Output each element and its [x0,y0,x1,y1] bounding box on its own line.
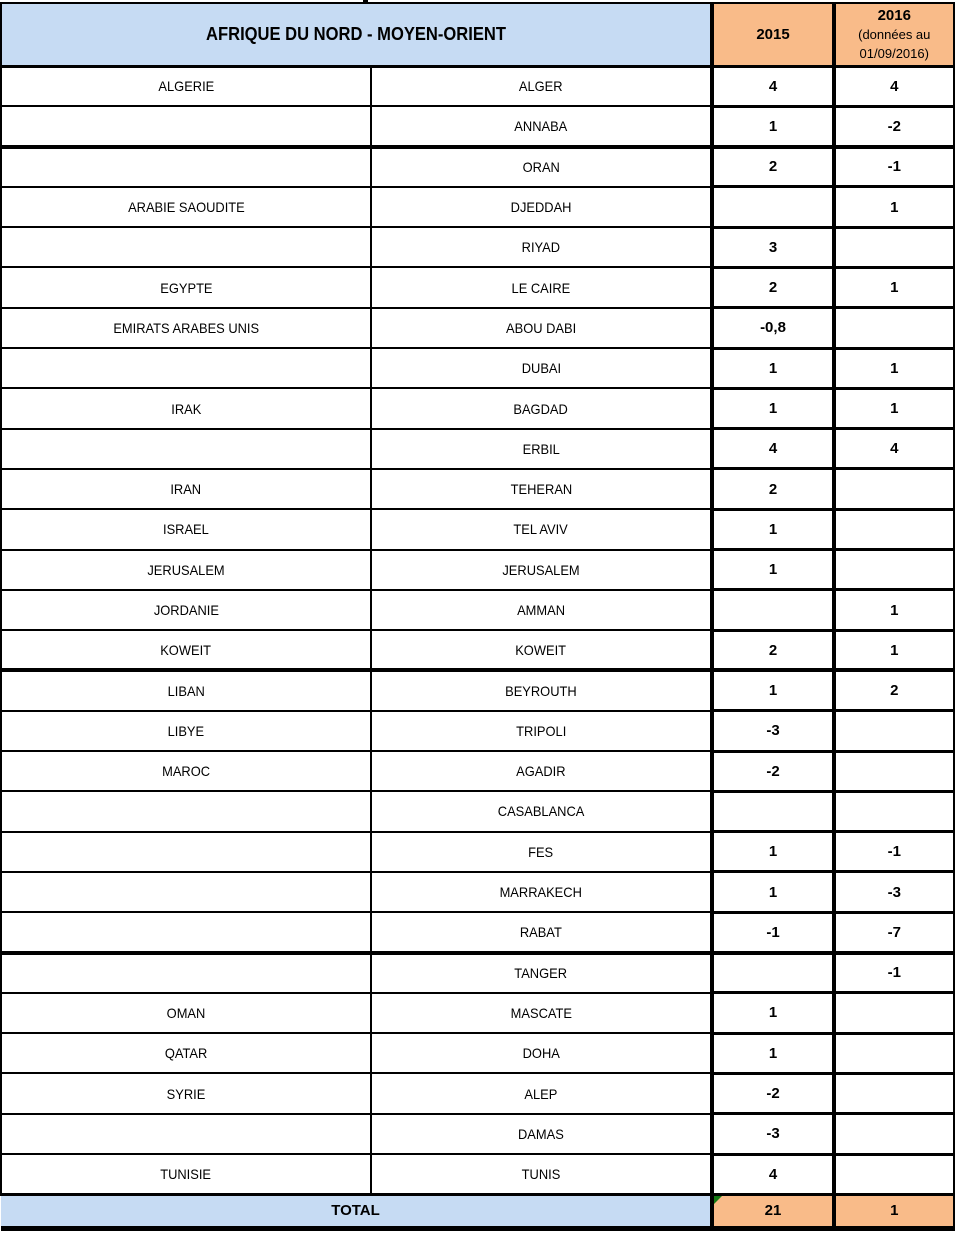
city-cell[interactable] [371,66,712,106]
country-cell[interactable] [1,670,371,710]
header-2016-note-line2: 01/09/2016) [859,45,929,61]
value-2016-cell[interactable]: -2 [834,106,954,146]
city-name: CASABLANCA [497,803,585,820]
value-2015-cell[interactable]: 1 [712,670,834,710]
region-title-cell[interactable] [1,3,712,66]
value-2016-cell[interactable] [834,509,954,549]
city-name: ORAN [522,159,560,176]
country-cell[interactable] [1,267,371,307]
country-cell[interactable] [1,751,371,791]
value-2016-cell[interactable]: 4 [834,66,954,106]
country-name: EMIRATS ARABES UNIS [113,319,259,336]
region-title: AFRIQUE DU NORD - MOYEN-ORIENT [206,23,506,44]
city-cell[interactable] [371,227,712,267]
country-cell[interactable] [1,711,371,751]
country-name: ARABIE SAOUDITE [127,199,245,216]
country-name: KOWEIT [160,641,212,658]
country-cell[interactable] [1,308,371,348]
country-cell[interactable] [1,872,371,912]
city-cell[interactable] [371,590,712,630]
city-name: BAGDAD [513,400,569,417]
table-header-section [1,3,954,66]
city-cell[interactable] [371,832,712,872]
value-2016-cell[interactable] [834,550,954,590]
city-cell[interactable] [371,267,712,307]
city-cell[interactable] [371,1114,712,1154]
value-2015-cell[interactable]: 1 [712,509,834,549]
city-name: RIYAD [521,239,561,256]
value-2015-cell[interactable]: 2 [712,147,834,187]
country-cell[interactable] [1,1033,371,1073]
table-row [1,590,954,630]
table-row [1,308,954,348]
city-name: MARRAKECH [499,884,583,901]
table-row [1,267,954,307]
city-name: TEL AVIV [513,521,569,538]
table-row [1,509,954,549]
value-2016-cell[interactable]: 1 [834,187,954,227]
table-row [1,872,954,912]
country-cell[interactable] [1,509,371,549]
city-cell[interactable] [371,1033,712,1073]
country-name: IRAK [170,400,202,417]
value-2015-cell[interactable] [712,953,834,993]
country-name: ALGERIE [158,78,214,95]
total-label-cell[interactable] [1,1194,712,1228]
value-2015-cell[interactable]: -3 [712,711,834,751]
value-2015-cell[interactable]: -1 [712,912,834,952]
value-2016-cell[interactable] [834,711,954,751]
header-2016-cell[interactable] [834,3,954,66]
table-row [1,953,954,993]
country-name: OMAN [166,1004,206,1021]
value-2016-cell[interactable]: -1 [834,832,954,872]
table-row [1,469,954,509]
value-2015-cell[interactable]: -3 [712,1114,834,1154]
table-total-section [1,1194,954,1228]
country-name: JORDANIE [153,602,219,618]
value-2016-cell[interactable]: -3 [834,872,954,912]
country-cell[interactable] [1,550,371,590]
value-2015-cell[interactable]: 3 [712,227,834,267]
city-name: DJEDDAH [510,199,572,216]
value-2015-cell[interactable]: 4 [712,66,834,106]
value-2015-cell[interactable]: 1 [712,550,834,590]
table-row [1,147,954,187]
city-cell[interactable] [371,348,712,388]
value-2015-cell[interactable]: -2 [712,1073,834,1113]
table-row [1,1154,954,1194]
table-row [1,711,954,751]
city-name: ANNABA [514,117,568,134]
table-body-section [1,66,954,1194]
city-name: ABOU DABI [505,319,577,336]
value-2015-cell[interactable] [712,590,834,630]
city-name: FES [528,843,554,860]
city-cell[interactable] [371,993,712,1033]
city-name: BEYROUTH [505,683,577,700]
value-2015-cell[interactable]: 1 [712,832,834,872]
total-2016-value: 1 [890,1202,899,1220]
value-2016-cell[interactable]: 1 [834,267,954,307]
city-cell[interactable] [371,509,712,549]
country-cell[interactable] [1,227,371,267]
city-cell[interactable] [371,711,712,751]
country-cell[interactable] [1,348,371,388]
city-cell[interactable] [371,469,712,509]
country-cell[interactable] [1,429,371,469]
value-2016-cell[interactable] [834,1114,954,1154]
city-name: MASCATE [510,1004,572,1021]
value-2016-cell[interactable]: -7 [834,912,954,952]
table-row [1,1073,954,1113]
country-cell[interactable] [1,1154,371,1194]
value-2016-cell[interactable] [834,1073,954,1113]
city-name: TUNIS [521,1165,561,1182]
city-cell[interactable] [371,388,712,428]
table-row [1,1114,954,1154]
table-row [1,187,954,227]
value-2016-cell[interactable]: 4 [834,429,954,469]
table-row [1,993,954,1033]
value-2016-cell[interactable] [834,469,954,509]
city-cell[interactable] [371,791,712,831]
table-row [1,670,954,710]
city-cell[interactable] [371,550,712,590]
city-name: TEHERAN [510,481,572,498]
country-name: JERUSALEM [147,561,225,578]
cropped-cell-border-artifact [363,0,368,4]
table-row [1,227,954,267]
city-name: RABAT [519,923,562,940]
country-name: MAROC [162,763,210,780]
city-cell[interactable] [371,106,712,146]
city-name: TRIPOLI [515,722,567,739]
city-name: ALEP [524,1085,558,1102]
header-row [1,3,954,66]
city-name: JERUSALEM [502,561,580,578]
city-name: ALGER [519,78,563,95]
city-cell[interactable] [371,308,712,348]
table-row [1,1033,954,1073]
table-row [1,751,954,791]
city-cell[interactable] [371,872,712,912]
header-2016-year: 2016 [877,6,911,24]
country-name: ISRAEL [163,521,209,538]
value-2016-cell[interactable] [834,1154,954,1194]
table-row [1,791,954,831]
value-2015-cell[interactable]: -2 [712,751,834,791]
country-cell[interactable] [1,1073,371,1113]
value-2015-cell[interactable]: 4 [712,429,834,469]
city-cell[interactable] [371,630,712,670]
country-name: IRAN [170,481,202,498]
country-name: QATAR [164,1045,208,1062]
country-cell[interactable] [1,953,371,993]
city-cell[interactable] [371,1154,712,1194]
total-row [1,1194,954,1228]
city-name: DUBAI [521,360,561,377]
city-name: ERBIL [522,440,560,457]
value-2015-cell[interactable]: 1 [712,993,834,1033]
country-cell[interactable] [1,590,371,630]
total-2015-value: 21 [764,1202,782,1220]
country-cell[interactable] [1,1114,371,1154]
total-2015-cell[interactable] [712,1194,834,1228]
table-row [1,66,954,106]
country-name: LIBYE [167,722,205,739]
value-2016-cell[interactable]: 1 [834,590,954,630]
value-2016-cell[interactable]: 1 [834,348,954,388]
table-row [1,550,954,590]
city-cell[interactable] [371,1073,712,1113]
city-cell[interactable] [371,147,712,187]
value-2015-cell[interactable]: 4 [712,1154,834,1194]
country-name: LIBAN [167,683,205,700]
city-name: DOHA [522,1045,560,1062]
value-2016-cell[interactable]: -1 [834,147,954,187]
city-cell[interactable] [371,429,712,469]
country-name: SYRIE [166,1085,206,1102]
city-name: LE CAIRE [511,279,571,296]
total-label: TOTAL [331,1202,380,1220]
table-row [1,912,954,952]
table-row [1,388,954,428]
city-cell[interactable] [371,670,712,710]
value-2015-cell[interactable] [712,187,834,227]
country-name: EGYPTE [159,279,213,296]
country-name: TUNISIE [160,1165,212,1182]
country-cell[interactable] [1,993,371,1033]
country-cell[interactable] [1,66,371,106]
value-2016-cell[interactable] [834,227,954,267]
value-2015-cell[interactable]: 1 [712,348,834,388]
error-indicator-triangle [714,1196,722,1204]
value-2016-cell[interactable]: 1 [834,388,954,428]
value-2016-cell[interactable] [834,1033,954,1073]
city-name: DAMAS [518,1125,564,1142]
value-2015-cell[interactable]: 1 [712,1033,834,1073]
value-2016-cell[interactable] [834,308,954,348]
total-2016-cell[interactable] [834,1194,954,1228]
header-2016-note-line1: (données au [858,26,931,42]
value-2016-cell[interactable] [834,751,954,791]
value-2015-cell[interactable] [712,791,834,831]
city-name: AMMAN [517,602,565,618]
city-cell[interactable] [371,187,712,227]
city-cell[interactable] [371,912,712,952]
country-cell[interactable] [1,388,371,428]
table-row [1,106,954,146]
value-2016-cell[interactable]: 2 [834,670,954,710]
city-cell[interactable] [371,751,712,791]
value-2016-cell[interactable]: -1 [834,953,954,993]
region-data-table [0,2,955,1231]
value-2015-cell[interactable]: 1 [712,106,834,146]
value-2015-cell[interactable]: 2 [712,267,834,307]
value-2015-cell[interactable]: 1 [712,388,834,428]
city-cell[interactable] [371,953,712,993]
value-2015-cell[interactable]: -0,8 [712,308,834,348]
country-cell[interactable] [1,147,371,187]
value-2016-cell[interactable] [834,791,954,831]
country-cell[interactable] [1,187,371,227]
value-2016-cell[interactable] [834,993,954,1033]
city-name: TANGER [514,965,568,982]
country-cell[interactable] [1,832,371,872]
header-2015-cell[interactable] [712,3,834,66]
country-cell[interactable] [1,630,371,670]
table-row [1,348,954,388]
country-cell[interactable] [1,791,371,831]
table-row [1,429,954,469]
table-row [1,832,954,872]
value-2015-cell[interactable]: 2 [712,469,834,509]
country-cell[interactable] [1,469,371,509]
header-2015-label: 2015 [756,25,790,43]
table-row [1,630,954,670]
country-cell[interactable] [1,912,371,952]
city-name: AGADIR [516,763,566,780]
country-cell[interactable] [1,106,371,146]
city-name: KOWEIT [515,641,567,658]
value-2016-cell[interactable]: 1 [834,630,954,670]
value-2015-cell[interactable]: 2 [712,630,834,670]
value-2015-cell[interactable]: 1 [712,872,834,912]
